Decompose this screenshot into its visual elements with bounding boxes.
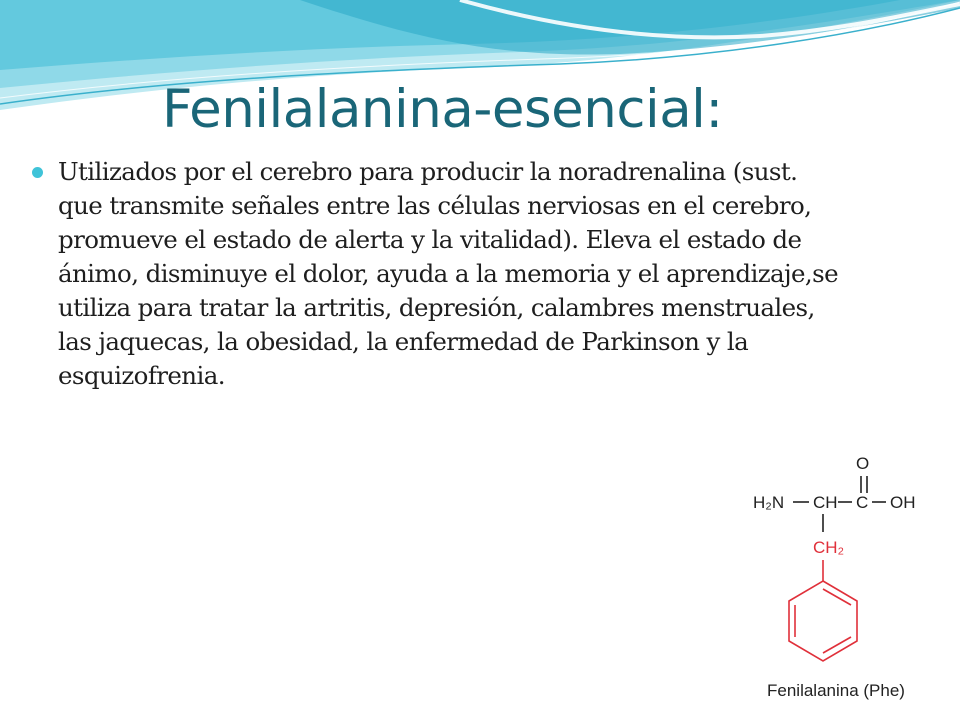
phenylalanine-structure [735,440,960,720]
structure-caption: Fenilalanina (Phe) [767,681,905,700]
side-chain-label: CH₂ [813,538,845,557]
hydroxyl-label: OH [890,493,916,512]
benzene-inner-bond [823,637,851,653]
amine-label: H₂N [753,493,785,512]
benzene-ring [789,581,857,661]
oxygen-label: O [856,454,870,473]
bullet-dot-icon [32,167,43,178]
bullet-item [32,155,842,393]
slide-title: Fenilalanina-esencial: [162,79,723,140]
bullet-text: Utilizados por el cerebro para producir la noradrenalina (sust. que transmite señales entre las células nerviosas en el cerebro, promueve el estado de alerta y la vitalidad). Eleva el estado de ánimo, disminuye el dolor, ayuda a la memoria y el aprendizaje,se utiliza para tratar la artritis, depresión, calambres menstruales, las jaquecas, la obesidad, la enfermedad de Parkinson y la esquizofrenia. [58,157,838,390]
benzene-inner-bond [823,589,851,605]
alpha-carbon-label: CH [813,493,838,512]
carbonyl-carbon-label: C [856,493,869,512]
